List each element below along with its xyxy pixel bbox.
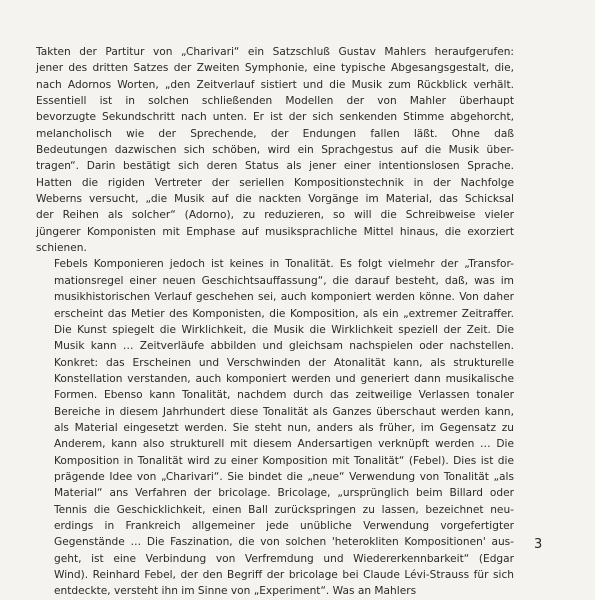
page-number: 3 <box>534 537 543 552</box>
text-line: Tennis die Geschicklichkeit, einen Ball zurückspringen zu lassen, bezeichnet neu- <box>54 503 514 516</box>
text-line: Die Kunst spiegelt die Wirklichkeit, die Musik die Wirklichkeit speziell der Zeit. Die <box>54 323 514 336</box>
text-line: musikhistorischen Verlauf geschehen sei, auch komponiert werden könne. Von daher <box>54 291 514 304</box>
paragraph <box>36 44 514 256</box>
text-line: der Reihen als solcher“ (Adorno), zu reduzieren, so will die Schreibweise vieler <box>36 209 514 222</box>
text-line: melancholisch wie der Sprechende, der Endungen fallen läßt. Ohne daß <box>36 127 514 140</box>
text-line: Anderem, kann also strukturell mit diesem Andersartigen verknüpft werden … Die <box>54 438 514 451</box>
text-line: Material“ ans Verfahren der bricolage. Bricolage, „ursprünglich beim Billard oder <box>54 487 514 500</box>
text-line: erdings in Frankreich allgemeiner jede unübliche Verwendung vorgefertigter <box>54 519 514 532</box>
text-line: entdeckte, versteht ihn im Sinne von „Experiment“. Was an Mahlers <box>54 585 417 598</box>
paragraph <box>36 256 514 599</box>
text-line: Gegenstände … Die Faszination, die von solchen 'heterokliten Kompositionen' aus- <box>54 536 514 549</box>
text-line: Formen. Ebenso kann Tonalität, nachdem durch das zeitweilige Verlassen tonaler <box>54 389 514 402</box>
text-line: Komposition in Tonalität wird zu einer Komposition mit Tonalität“ (Febel). Dies ist die <box>54 454 514 467</box>
text-line: geht, ist eine Verbindung von Verfremdung und Wiedererkennbarkeit“ (Edgar <box>54 552 514 565</box>
text-line: prägende Idee von „Charivari“. Sie bindet die „neue“ Verwendung von Tonalität „als <box>54 470 514 483</box>
text-line: mationsregel einer neuen Geschichtsauffassung“, die darauf besteht, daß, was im <box>54 274 514 287</box>
text-line: jüngerer Komponisten mit Emphase auf musiksprachliche Mittel hinaus, die exorziert <box>36 225 514 238</box>
text-line: jener des dritten Satzes der Zweiten Symphonie, eine typische Abgesangsgestalt, die, <box>36 62 514 75</box>
body-text <box>36 44 514 600</box>
text-line: Bereiche in diesem Jahrhundert diese Tonalität als Ganzes überschaut werden kann, <box>54 405 514 418</box>
text-line: nach Adornos Worten, „den Zeitverlauf sistiert und die Musik zum Rückblick verhält. <box>36 78 514 91</box>
text-line: Bedeutungen dazwischen sich schöben, wird ein Sprachgestus auf die Musik über- <box>36 144 514 157</box>
text-line: Wind). Reinhard Febel, der den Begriff der bricolage bei Claude Lévi-Strauss für sich <box>54 569 514 581</box>
text-line: schienen. <box>36 242 87 255</box>
text-line: tragen“. Darin bestätigt sich deren Status als jener einer intentionslosen Sprache. <box>36 160 514 173</box>
text-line: Weberns versucht, „die Musik auf die nackten Vorgänge im Material, das Schicksal <box>36 193 514 206</box>
text-line: Essentiell ist in solchen schließenden Modellen der von Mahler überhaupt <box>36 95 514 108</box>
text-line: Hatten die rigiden Vertreter der seriellen Kompositionstechnik in der Nachfolge <box>36 176 514 189</box>
text-line: Konstellation verstanden, auch komponiert werden und generiert dann musikalische <box>54 372 514 385</box>
text-line: Febels Komponieren jedoch ist keines in Tonalität. Es folgt vielmehr der „Transfor- <box>54 258 514 271</box>
text-line: Konkret: das Erscheinen und Verschwinden der Atonalität kann, als strukturelle <box>54 356 514 369</box>
text-line: bevorzugte Sekundschritt nach unten. Er ist der sich senkenden Stimme abgehorcht, <box>36 111 514 124</box>
text-line: als Material eingesetzt werden. Sie steht nun, anders als früher, im Gegensatz zu <box>54 421 514 434</box>
text-line: Takten der Partitur von „Charivari“ ein Satzschluß Gustav Mahlers heraufgerufen: <box>36 46 514 58</box>
text-line: Musik kann … Zeitverläufe abbilden und gleichsam nachspielen oder nachstellen. <box>54 340 514 353</box>
text-line: erscheint das Metier des Komponisten, die Komposition, als ein „extremer Zeitraffer. <box>54 307 514 320</box>
